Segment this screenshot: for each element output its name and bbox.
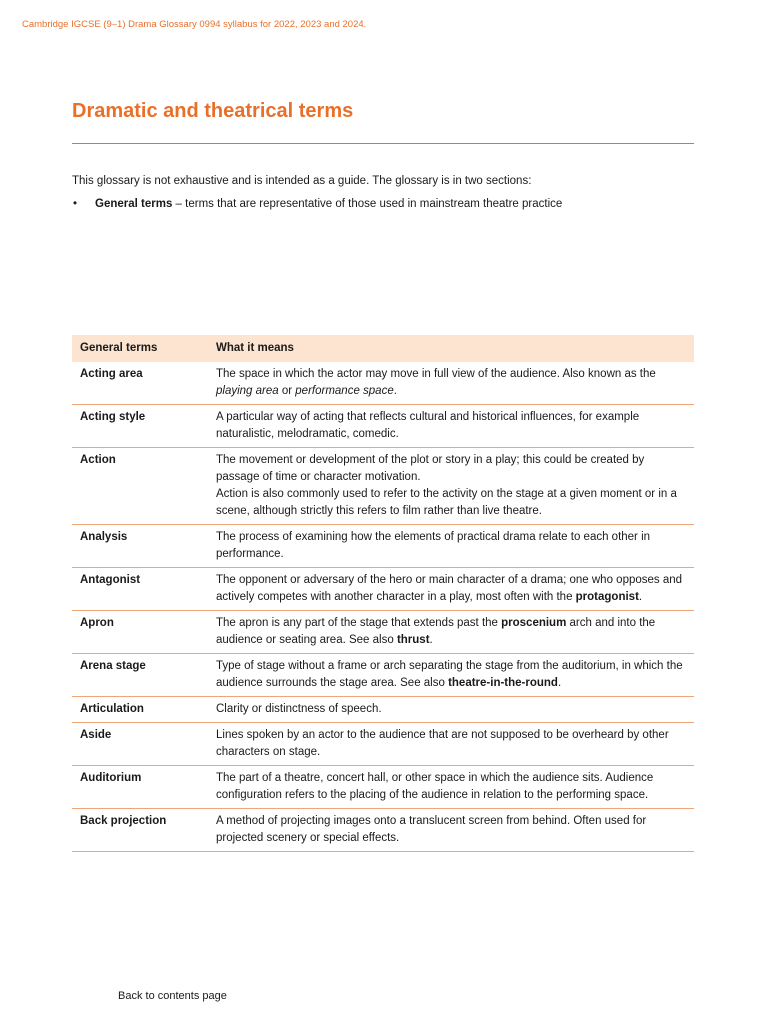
table-row xyxy=(72,611,694,654)
definition-paragraph: The process of examining how the elements of practical drama relate to each other in performance. xyxy=(216,531,651,560)
term-cell: Aside xyxy=(72,723,208,766)
definition-cell xyxy=(208,405,694,448)
bullet-symbol: • xyxy=(73,198,78,210)
back-to-contents-link[interactable]: Back to contents page xyxy=(118,990,227,1002)
definition-cell xyxy=(208,654,694,697)
bullet-bold-label: General terms xyxy=(95,198,173,210)
table-row xyxy=(72,809,694,852)
definition-paragraph: A method of projecting images onto a translucent screen from behind. Often used for projected scenery or special effects. xyxy=(216,815,647,844)
term-cell: Acting area xyxy=(72,362,208,405)
definition-paragraph: Lines spoken by an actor to the audience that are not supposed to be overheard by other characters on stage. xyxy=(216,729,669,758)
term-cell: Antagonist xyxy=(72,568,208,611)
glossary-table xyxy=(72,335,694,852)
table-row xyxy=(72,568,694,611)
title-divider xyxy=(72,143,694,144)
glossary-body xyxy=(72,362,694,852)
definition-paragraph: Action is also commonly used to refer to the activity on the stage at a given moment or in a scene, although strictly this refers to film rather than live theatre. xyxy=(216,488,677,517)
definition-cell xyxy=(208,568,694,611)
definition-cell xyxy=(208,809,694,852)
bullet-text xyxy=(95,197,562,211)
table-header-row xyxy=(72,335,694,362)
term-cell: Arena stage xyxy=(72,654,208,697)
definition-cell xyxy=(208,697,694,723)
definition-paragraph: The space in which the actor may move in full view of the audience. Also known as the playing area or performance space. xyxy=(216,368,656,397)
table-row xyxy=(72,723,694,766)
term-cell: Back projection xyxy=(72,809,208,852)
table-row xyxy=(72,448,694,525)
column-header-what-it-means: What it means xyxy=(208,335,694,362)
definition-paragraph: Type of stage without a frame or arch separating the stage from the auditorium, in which the audience surrounds the stage area. See also theatre-in-the-round. xyxy=(216,660,683,689)
term-cell: Analysis xyxy=(72,525,208,568)
table-row xyxy=(72,362,694,405)
definition-cell xyxy=(208,611,694,654)
definition-cell xyxy=(208,448,694,525)
running-header: Cambridge IGCSE (9–1) Drama Glossary 0994 syllabus for 2022, 2023 and 2024. xyxy=(22,19,367,30)
definition-paragraph: The apron is any part of the stage that extends past the proscenium arch and into the audience or seating area. See also thrust. xyxy=(216,617,656,646)
table-row xyxy=(72,766,694,809)
page-title: Dramatic and theatrical terms xyxy=(72,100,354,122)
table-row xyxy=(72,697,694,723)
definition-cell xyxy=(208,362,694,405)
bullet-description: – terms that are representative of those used in mainstream theatre practice xyxy=(172,198,563,210)
term-cell: Action xyxy=(72,448,208,525)
definition-paragraph: The opponent or adversary of the hero or main character of a drama; one who opposes and actively competes with another character in a play, most often with the protagonist. xyxy=(216,574,683,603)
term-cell: Apron xyxy=(72,611,208,654)
term-cell: Articulation xyxy=(72,697,208,723)
table-row xyxy=(72,525,694,568)
term-cell: Acting style xyxy=(72,405,208,448)
intro-paragraph: This glossary is not exhaustive and is intended as a guide. The glossary is in two sections: xyxy=(72,175,532,187)
definition-cell xyxy=(208,723,694,766)
table-row xyxy=(72,654,694,697)
term-cell: Auditorium xyxy=(72,766,208,809)
definition-paragraph: The part of a theatre, concert hall, or other space in which the audience sits. Audience configuration refers to the placing of the audience in relation to the performing space. xyxy=(216,772,654,801)
definition-cell xyxy=(208,766,694,809)
definition-paragraph: Clarity or distinctness of speech. xyxy=(216,703,382,715)
column-header-general-terms: General terms xyxy=(72,335,208,362)
definition-paragraph: The movement or development of the plot or story in a play; this could be created by passage of time or character motivation. xyxy=(216,454,645,483)
definition-paragraph: A particular way of acting that reflects cultural and historical influences, for example naturalistic, melodramatic, comedic. xyxy=(216,411,640,440)
definition-cell xyxy=(208,525,694,568)
table-row xyxy=(72,405,694,448)
